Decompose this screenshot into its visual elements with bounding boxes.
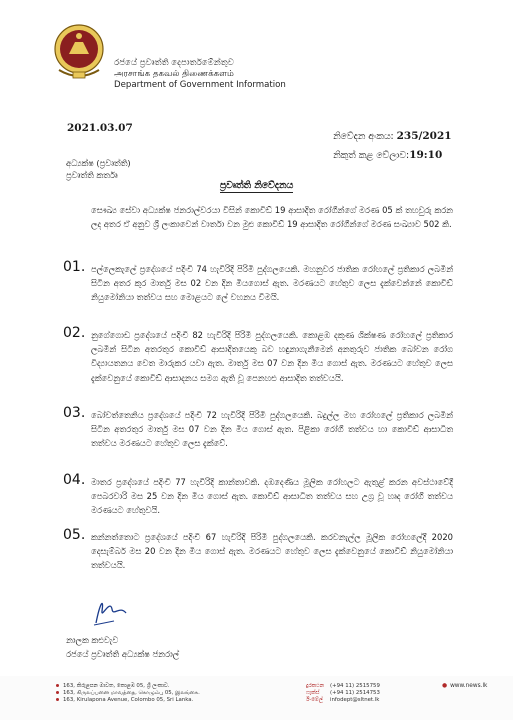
fax-number: (+94 11) 2514753 (330, 690, 380, 697)
email-address: infodept@sltnet.lk (330, 697, 380, 704)
signatory-block (66, 633, 179, 661)
location-icon (56, 684, 59, 687)
item-number: 01. (63, 259, 86, 275)
item-text: කන්නත්තොට ප්‍රදේශයේ පදිංචි 67 හැවිරිදි පිරිමි පුද්ගලයෙකි. කරවනැල්ල මූලික රෝහලේදී 2020 දෙසැම්බර් මස 20 වන දින මිය ගොස් ඇත. මරණයට හේතුව ලෙස දැක්වෙනුයේ කොවිඩ් නියුමෝනියා තත්වයයි. (91, 532, 453, 571)
location-icon (56, 691, 59, 694)
issue-time-label: නිකුත් කළ වේලාව: (333, 150, 410, 161)
address-sinhala: 163, කිරුළපන මාවත, කොළඹ 05, ශ්‍රී ලංකාව. (63, 683, 170, 689)
recipient-line-1: අධ්‍යක්ෂ (ප්‍රවෘත්ති) (66, 158, 131, 168)
item-number: 05. (63, 527, 86, 543)
footer-contact (306, 683, 380, 705)
footer-website (442, 683, 487, 689)
reference-block (333, 127, 452, 165)
item-number: 02. (63, 325, 86, 341)
item-text: මාතර ප්‍රදේශයේ පදිංචි 77 හැවිරිදි කාන්තාවකි. දඹදෙණිය මූලික රෝහලට ඇතුළ් කරන අවස්ථාවේදී පෙබරවාරි මස 25 වන දින මිය ගොස් ඇත. කොවිඩ් ආසාධිත තත්වය සහ උග්‍ර වූ හෘද රෝගී තත්වය මරණයට හේතුවයි. (91, 477, 453, 516)
recipient-block (66, 157, 131, 181)
department-name-tamil: அரசாங்க தகவல் திணைக்களம் (114, 69, 234, 79)
signatory-title: රජයේ ප්‍රවෘත්ති අධ්‍යක්ෂ ජනරාල් (66, 649, 180, 659)
handwritten-signature (90, 593, 130, 627)
intro-paragraph: සෞඛ්‍ය සේවා අධ්‍යක්ෂ ජනරාල්වරයා විසින් කොවිඩ් 19 ආසාදිත රෝගීන්ගේ මරණ 05 ක් තහවුරු කරන ලද අතර ඒ අනුව ශ්‍රී ලංකාවෙන් වාර්තා වන මුළු කොවිඩ් 19 ආසාදිත රෝගීන්ගේ මරණ සංඛ්‍යාව 502 කි. (91, 205, 453, 230)
email-label: ඊ-මේල් (306, 697, 323, 704)
footer-address (56, 683, 200, 705)
reference-number: 235/2021 (396, 130, 452, 142)
location-icon (56, 698, 59, 701)
globe-icon: ● (442, 683, 448, 689)
item-text: නුගේගොඩ ප්‍රදේශයේ පදිංචි 82 හැවිරිදි පිරිමි පුද්ගලයෙකි. කොළඹ දකුණ ශික්ෂණ රෝහලේ ප්‍රතිකාර ලබමින් සිටින අතරතුර කොවිඩ් ආසාදිතයෙකු බව හඳුනාගැනීමෙන් අනතුරුව ජාතික බෝවන රෝග විද්‍යායතනය වෙත මාරුකර යවා ඇත. මාර්තු මස 07 වන දින මිය ගොස් ඇත. මරණයට හේතුව ලෙස දැක්වෙනුයේ කොවිඩ් ආසාදනය සමග ඇති වූ පෙනහළු ආසාදිත තත්වයයි. (91, 330, 453, 383)
government-emblem (53, 22, 105, 84)
department-header (114, 58, 286, 91)
website-url: www.news.lk (450, 683, 488, 689)
reference-label: නිවේදන අංකය: (333, 131, 394, 142)
phone-number: (+94 11) 2515759 (330, 683, 380, 689)
phone-label: දුරකථන (306, 683, 325, 689)
item-number: 03. (63, 405, 86, 421)
department-name-sinhala: රජයේ ප්‍රවෘත්ති දෙපාර්තමේන්තුව (114, 58, 234, 68)
recipient-line-2: ප්‍රවෘත්ති කර්තෘ (66, 170, 118, 180)
item-text: පල්ලෙකැලේ ප්‍රදේශයේ පදිංචි 74 හැවිරිදි පිරිමි පුද්ගලයෙකි. මහනුවර ජාතික රෝහලේ ප්‍රතිකාර ලබමින් සිටින අතර කුර මාර්තු මස 02 වන දින මියගොස් ඇත. මරණයට හේතුව ලෙස දැක්වෙන්නේ කොවිඩ් නියුමෝනියා තත්වය සහ මොළයට ලේ වහනය වීමයි. (91, 264, 453, 303)
document-title (0, 180, 513, 191)
document-title-text: ප්‍රවෘත්ති නිවේදනය (219, 180, 294, 191)
address-tamil: 163, கிருலப்பனை மாவத்தை, கொழும்பு 05, இலங்கை. (63, 690, 200, 697)
release-date: 2021.03.07 (67, 122, 133, 134)
fax-label: ෆැක්ස් (306, 690, 320, 697)
issue-time: 19:10 (409, 149, 443, 161)
signatory-name: නාලක කළුවැව (66, 635, 119, 645)
department-name-english: Department of Government Information (114, 80, 286, 90)
item-text: බෝවත්තෙනිය ප්‍රදේශයේ පදිංචි 72 හැවිරිදි පිරිමි පුද්ගලයෙකි. බදුල්ල මහ රෝහලේ ප්‍රතිකාර ලබමින් සිටින අතරතුර මාර්තු මස 07 වන දින මිය ගොස් ඇත. පිළිකා රෝගී තත්වය හා කොවිඩ් ආසාධිත තත්වය මරණයට හේතුව ලෙස දැක්වේ. (91, 410, 453, 449)
item-number: 04. (63, 472, 86, 488)
address-english: 163, Kirulapona Avenue, Colombo 05, Sri Lanka. (63, 697, 194, 704)
